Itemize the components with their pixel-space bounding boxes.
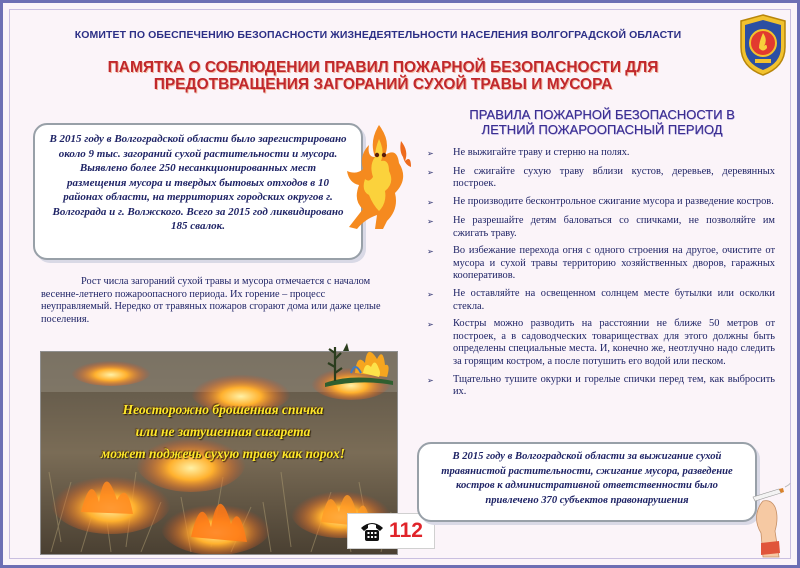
flame-runner-icon: [339, 121, 415, 233]
rule-text: Не производите бесконтрольное сжигание мусора и разведение костров.: [453, 196, 774, 208]
fire-growth-paragraph: Рост числа загораний сухой травы и мусора отмечается с началом весенне-летнего пожароопасного периода. Их горение – процесс неуправляемый. Нередко от травяных пожаров сгорают дома или даже целые поселения.: [41, 276, 381, 325]
warning-slogan: [63, 399, 383, 465]
bullet-arrow-icon: ➢: [427, 167, 434, 177]
rule-text: Не разрешайте детям баловаться со спичками, не позволяйте им сжигать траву.: [453, 215, 775, 239]
emergency-number: 112: [389, 519, 423, 542]
rule-item: [427, 374, 775, 399]
rule-item: [427, 166, 775, 191]
bullet-arrow-icon: ➢: [427, 198, 434, 208]
rule-item: [427, 318, 775, 368]
warning-line-3: может поджечь сухую траву как порох!: [101, 446, 345, 461]
rule-text: Во избежание перехода огня с одного строения на другое, очистите от мусора и сухой травы территорию хозяйственных дворов, гаражных кооперативов.: [453, 245, 775, 282]
rules-list: [427, 147, 775, 404]
phone-icon: [359, 520, 385, 542]
rule-text: Не оставляйте на освещенном солнцем месте бутылки или осколки стекла.: [453, 288, 775, 312]
bullet-arrow-icon: ➢: [427, 149, 434, 158]
title-line-1: ПАМЯТКА О СОБЛЮДЕНИИ ПРАВИЛ ПОЖАРНОЙ БЕЗОПАСНОСТИ ДЛЯ: [107, 59, 659, 76]
responsibility-box: В 2015 году в Волгоградской области за выжигание сухой травянистой растительности, сжигание мусора, разведение костров к административной ответственности было привлечено 370 субъектов правонарушения: [417, 442, 757, 522]
rule-text: Не выжигайте траву и стерню на полях.: [453, 147, 630, 158]
rule-item: [427, 147, 775, 160]
rule-text: Не сжигайте сухую траву вблизи кустов, деревьев, деревянных построек.: [453, 165, 775, 190]
committee-name: КОМИТЕТ ПО ОБЕСПЕЧЕНИЮ БЕЗОПАСНОСТИ ЖИЗНЕДЕЯТЕЛЬНОСТИ НАСЕЛЕНИЯ ВОЛГОГРАДСКОЙ ОБЛАСТИ: [74, 29, 682, 41]
title-line-2: ПРЕДОТВРАЩЕНИЯ ЗАГОРАНИЙ СУХОЙ ТРАВЫ И МУСОРА: [153, 76, 613, 93]
rule-item: [427, 245, 775, 282]
bullet-arrow-icon: ➢: [427, 320, 434, 330]
burning-tree-icon: [321, 333, 397, 389]
rule-item: [427, 215, 775, 240]
emblem-icon: [737, 13, 789, 77]
rules-heading-line-1: ПРАВИЛА ПОЖАРНОЙ БЕЗОПАСНОСТИ В: [469, 107, 735, 122]
hand-cigarette-icon: [749, 483, 795, 559]
warning-line-2: или не затушенная сигарета: [135, 424, 311, 439]
statistics-box: [33, 123, 363, 260]
bullet-arrow-icon: ➢: [427, 375, 434, 385]
rule-text: Тщательно тушите окурки и горелые спички перед тем, как выбросить их.: [453, 373, 775, 397]
rules-heading: [417, 107, 787, 137]
statistics-text-1: В 2015 году в Волгоградской области было зарегистрировано около 9 тыс. загораний сухой растительности и мусора.: [49, 133, 347, 160]
bullet-arrow-icon: ➢: [427, 217, 434, 227]
rule-item: [427, 196, 775, 209]
rules-heading-line-2: ЛЕТНИЙ ПОЖАРООПАСНЫЙ ПЕРИОД: [481, 122, 723, 137]
bullet-arrow-icon: ➢: [427, 247, 434, 257]
warning-line-1: Неосторожно брошенная спичка: [122, 402, 324, 417]
bullet-arrow-icon: ➢: [427, 290, 434, 300]
page-title: [23, 59, 743, 93]
rule-text: Костры можно разводить на расстоянии не ближе 50 метров от построек, а в садоводческих товариществах для этого должны быть определены специальные места. И, конечно же, неотлучно надо следить за горящим костром, а после потушить его водой или песком.: [453, 318, 775, 367]
statistics-text-2: Выявлено более 250 несанкционированных мест размещения мусора и твердых бытовых отходов в 10 районах области, на территориях городских округов г. Волгограда и г. Волжского. Всего за 2015 год ликвидировано 185 свалок.: [52, 162, 344, 232]
rule-item: [427, 288, 775, 313]
